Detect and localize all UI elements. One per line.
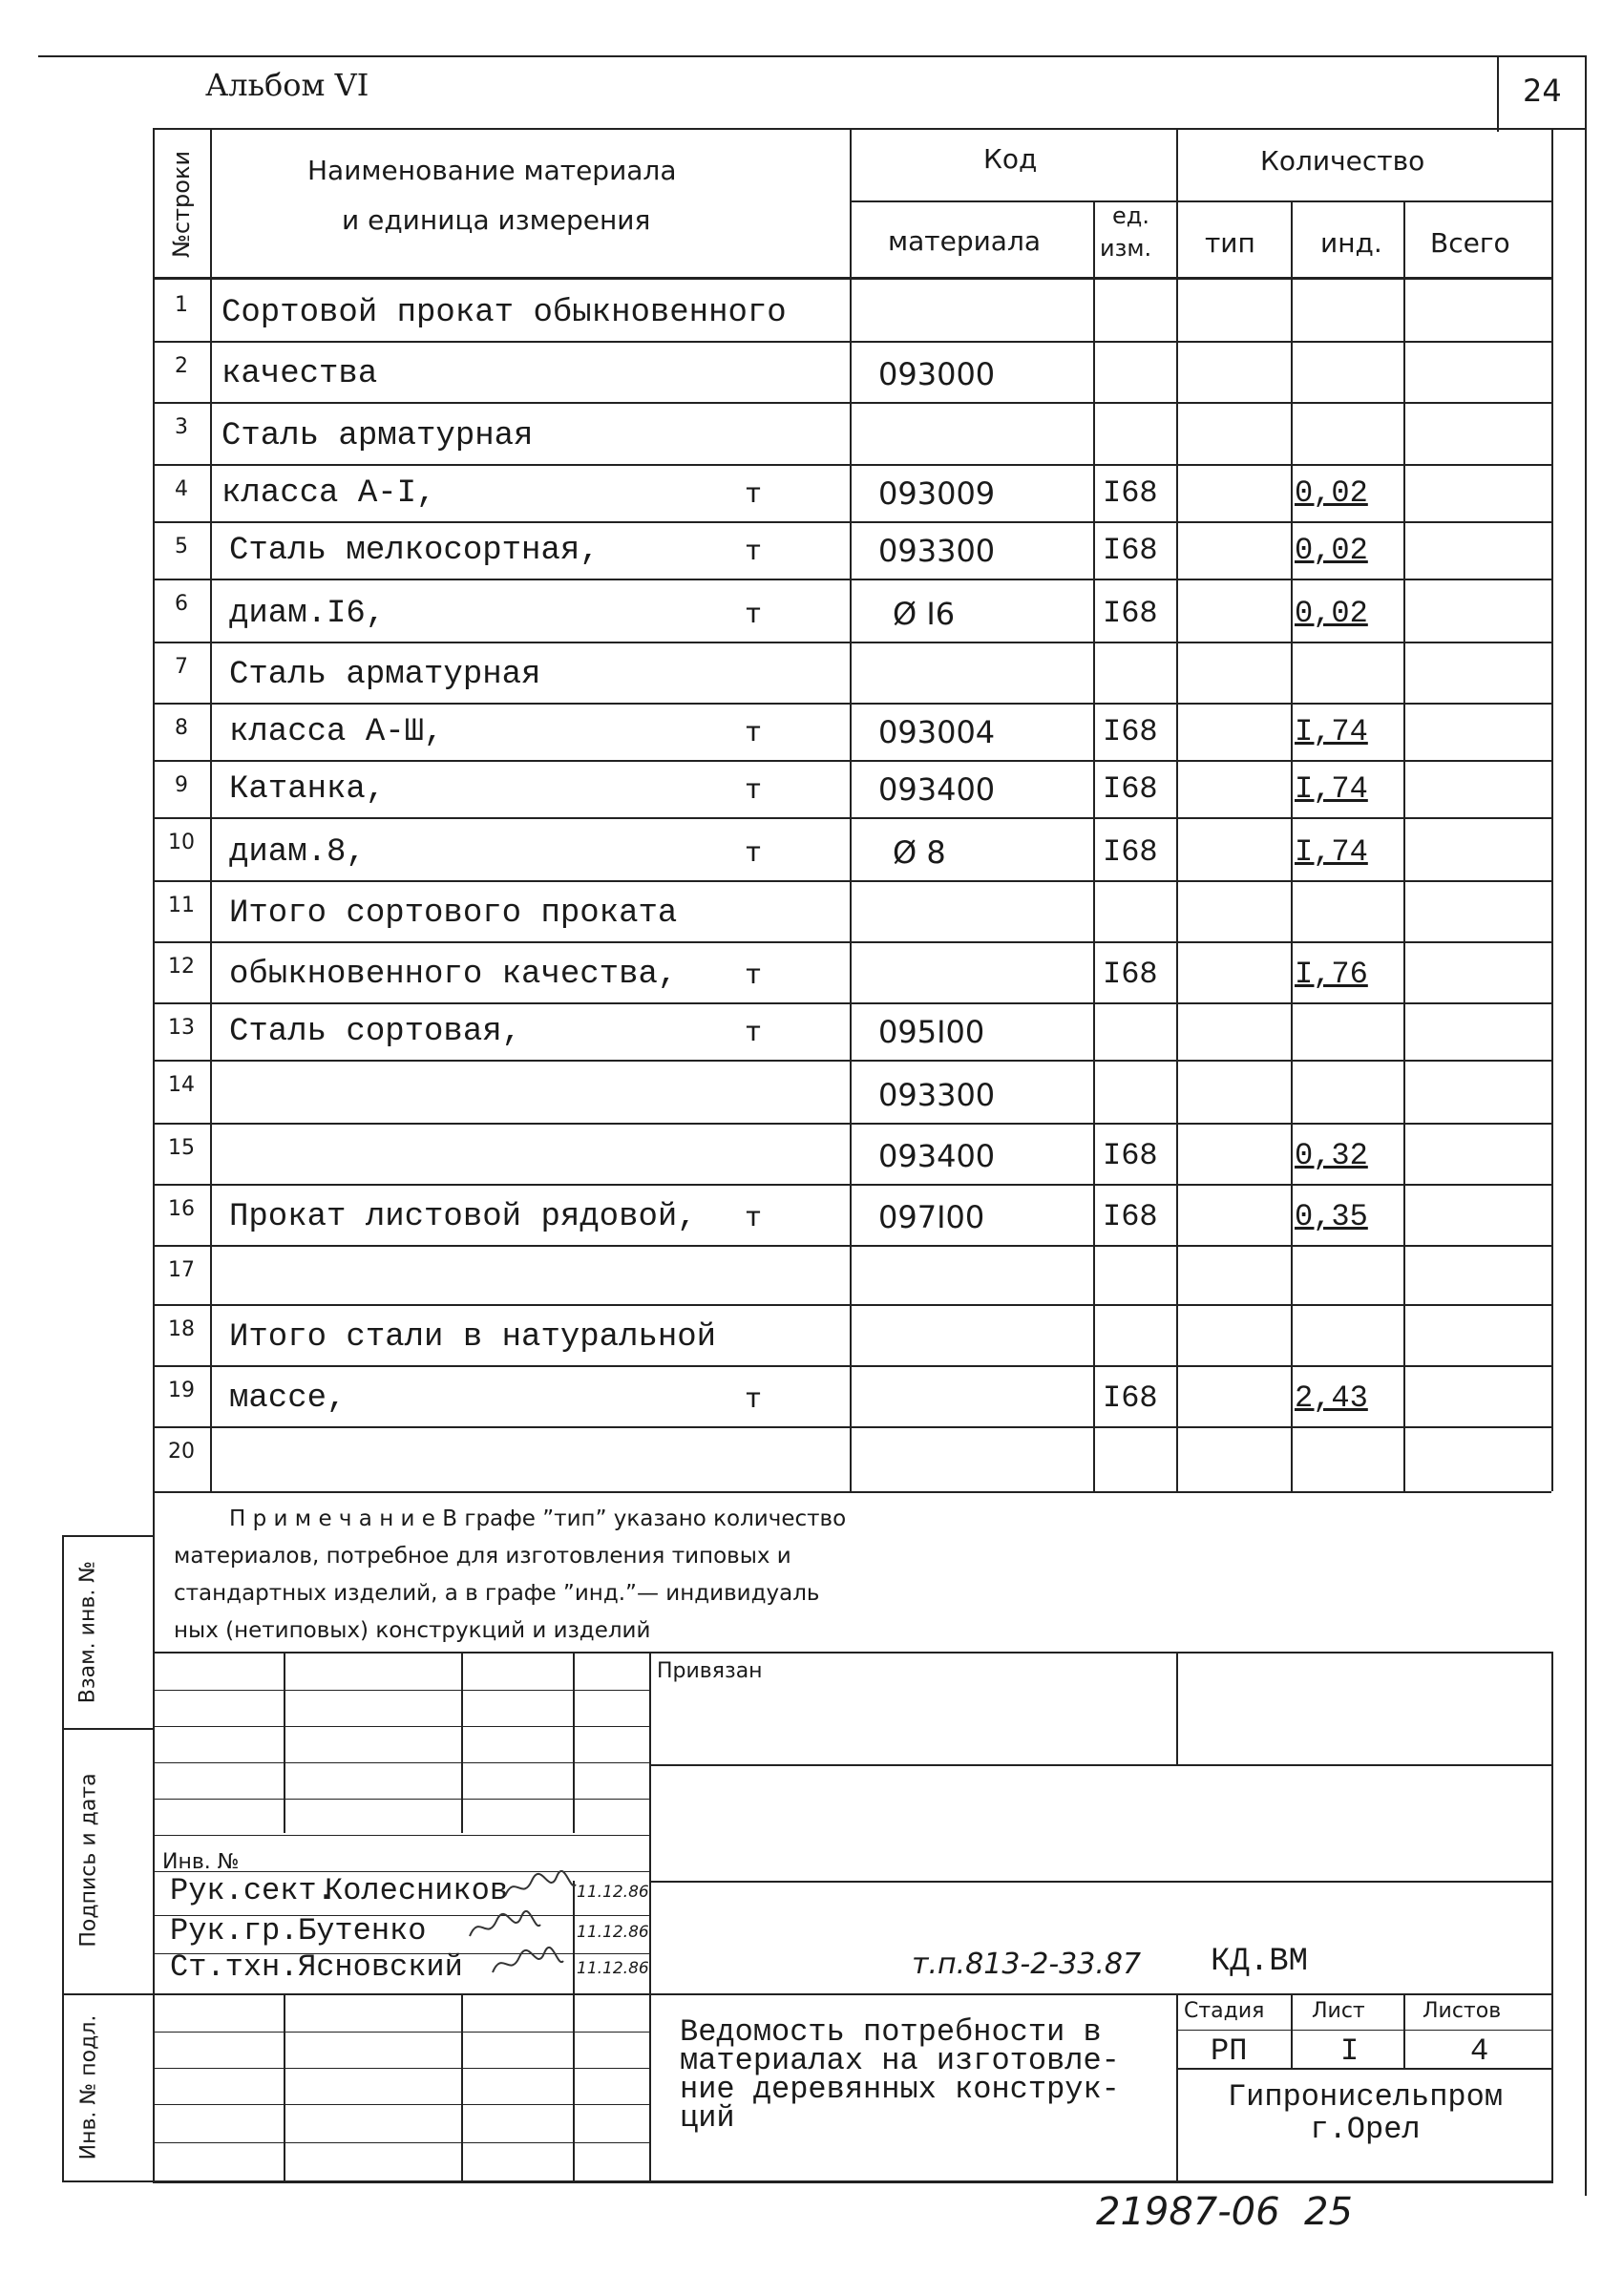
signer-name: Ясновский — [298, 1949, 463, 1985]
material-name: Сталь мелкосортная, — [229, 533, 600, 569]
row-number: 17 — [168, 1258, 195, 1282]
name-unit: т — [745, 600, 763, 632]
document-mark: КД.ВМ — [1211, 1944, 1309, 1980]
material-code: 095I00 — [878, 1014, 985, 1050]
organization-name — [1193, 2081, 1537, 2146]
material-code: Ø I6 — [893, 596, 956, 632]
material-code: 093400 — [878, 1138, 996, 1174]
name-unit: т — [745, 1384, 763, 1417]
material-name: диам.8, — [229, 834, 366, 871]
organization-line-1: Гипронисельпром — [1227, 2079, 1504, 2115]
material-code: 093009 — [878, 475, 996, 512]
note-line-1: П р и м е ч а н и е В графе ”тип” указано количество — [229, 1506, 847, 1531]
side-label-signature-date: Подпись и дата — [76, 1773, 101, 1948]
document-code: т.п.813-2-33.87 — [912, 1948, 1142, 1981]
document-title-line-2: материалах на изготовле- — [680, 2043, 1120, 2078]
side-label-original-inv: Инв. № подл. — [76, 2014, 101, 2160]
note-line-2: материалов, потребное для изготовления типовых и — [174, 1544, 791, 1569]
material-name: массе, — [229, 1380, 347, 1417]
stage-label: Стадия — [1184, 1999, 1265, 2023]
name-unit: т — [745, 775, 763, 808]
material-code: 093004 — [878, 714, 996, 750]
signature-icon — [501, 1867, 578, 1906]
material-code: 093300 — [878, 533, 996, 569]
row-number: 6 — [175, 592, 188, 616]
material-name: Сталь арматурная — [229, 657, 541, 693]
side-label-replacement-inv: Взам. инв. № — [75, 1560, 100, 1704]
material-name: Сталь сортовая, — [229, 1014, 522, 1050]
material-name: Прокат листовой рядовой, — [229, 1199, 697, 1235]
row-number: 3 — [175, 415, 188, 439]
material-code: 093300 — [878, 1077, 996, 1113]
note-line-4: ных (нетиповых) конструкций и изделий — [174, 1618, 651, 1643]
individual-qty: I,74 — [1295, 834, 1368, 870]
material-name: класса А-I, — [221, 475, 436, 512]
page-number: 24 — [1523, 73, 1562, 109]
material-name: диам.I6, — [229, 596, 386, 632]
signature-icon — [466, 1907, 542, 1946]
row-number: 16 — [168, 1197, 195, 1221]
ind-header: инд. — [1320, 227, 1382, 259]
individual-qty: I,74 — [1295, 714, 1368, 749]
individual-qty: 0,02 — [1295, 533, 1368, 568]
row-number: 8 — [175, 716, 188, 740]
row-number: 14 — [168, 1073, 195, 1097]
sheets-label: Листов — [1423, 1999, 1502, 2023]
code-header: Код — [983, 143, 1038, 175]
material-name: Сталь арматурная — [221, 418, 534, 454]
row-number: 7 — [175, 655, 188, 679]
individual-qty: 0,32 — [1295, 1138, 1368, 1173]
table-note — [174, 1501, 846, 1650]
note-line-3: стандартных изделий, а в графе ”инд.”— индивидуаль — [174, 1581, 820, 1606]
material-name: Сортовой прокат обыкновенного — [221, 295, 787, 331]
unit-code: I68 — [1103, 834, 1158, 870]
sheets-value: 4 — [1470, 2033, 1489, 2069]
row-number: 1 — [175, 293, 188, 317]
unit-code: I68 — [1103, 1380, 1158, 1416]
row-number: 15 — [168, 1136, 195, 1160]
unit-header-line1: ед. — [1112, 202, 1149, 229]
material-name: обыкновенного качества, — [229, 957, 678, 993]
individual-qty: I,76 — [1295, 957, 1368, 992]
document-title — [680, 2014, 1120, 2136]
individual-qty: I,74 — [1295, 771, 1368, 807]
row-number: 13 — [168, 1016, 195, 1040]
name-unit: т — [745, 537, 763, 569]
signer-date: 11.12.86 — [577, 1959, 649, 1978]
document-title-line-4: ций — [680, 2100, 735, 2136]
row-number: 12 — [168, 955, 195, 979]
material-name: Итого стали в натуральной — [229, 1319, 717, 1356]
total-header: Всего — [1430, 227, 1510, 259]
row-number: 2 — [175, 354, 188, 378]
individual-qty: 0,02 — [1295, 475, 1368, 511]
album-label: Альбом VI — [205, 67, 369, 103]
name-unit: т — [745, 838, 763, 871]
material-code: 097I00 — [878, 1199, 985, 1235]
attached-label: Привязан — [657, 1659, 763, 1683]
material-code-header: материала — [888, 225, 1042, 257]
document-title-line-1: Ведомость потребности в — [680, 2014, 1102, 2050]
row-number: 4 — [175, 477, 188, 501]
material-name: Итого сортового проката — [229, 895, 678, 932]
row-number: 11 — [168, 894, 195, 917]
material-code: Ø 8 — [893, 834, 946, 871]
unit-code: I68 — [1103, 1138, 1158, 1173]
material-name: Катанка, — [229, 771, 386, 808]
row-number: 19 — [168, 1379, 195, 1402]
sheet-value: I — [1340, 2033, 1360, 2069]
row-number: 10 — [168, 831, 195, 854]
signature-icon — [489, 1944, 565, 1982]
document-title-line-3: ние деревянных конструк- — [680, 2072, 1120, 2107]
signer-name: Бутенко — [298, 1913, 427, 1948]
signer-name: Колесников — [325, 1873, 509, 1908]
signer-role: Рук.сект. — [170, 1873, 335, 1908]
unit-code: I68 — [1103, 596, 1158, 631]
organization-line-2: г.Орел — [1310, 2112, 1421, 2147]
material-code: 093000 — [878, 356, 996, 392]
row-number: 5 — [175, 535, 188, 558]
inventory-number-label: Инв. № — [162, 1850, 240, 1874]
unit-header-line2: изм. — [1100, 235, 1152, 262]
signer-role: Рук.гр. — [170, 1913, 299, 1948]
individual-qty: 2,43 — [1295, 1380, 1368, 1416]
name-header-line2: и единица измерения — [342, 204, 651, 236]
material-name: качества — [221, 356, 378, 392]
individual-qty: 0,02 — [1295, 596, 1368, 631]
quantity-header: Количество — [1260, 145, 1425, 177]
name-unit: т — [745, 960, 763, 993]
unit-code: I68 — [1103, 771, 1158, 807]
row-number: 9 — [175, 773, 188, 797]
unit-code: I68 — [1103, 1199, 1158, 1234]
signer-date: 11.12.86 — [577, 1923, 649, 1942]
row-number: 18 — [168, 1317, 195, 1341]
unit-code: I68 — [1103, 957, 1158, 992]
name-unit: т — [745, 479, 763, 512]
name-unit: т — [745, 1018, 763, 1050]
individual-qty: 0,35 — [1295, 1199, 1368, 1234]
name-unit: т — [745, 1203, 763, 1235]
footer-number: 21987-06 25 — [1096, 2190, 1353, 2234]
type-header: тип — [1205, 227, 1255, 259]
sheet-label: Лист — [1312, 1999, 1365, 2023]
signer-date: 11.12.86 — [577, 1883, 649, 1902]
signer-role: Ст.тхн. — [170, 1949, 299, 1985]
stage-value: РП — [1211, 2033, 1248, 2069]
material-name: класса А-Ш, — [229, 714, 444, 750]
unit-code: I68 — [1103, 475, 1158, 511]
name-header-line1: Наименование материала — [307, 155, 677, 186]
unit-code: I68 — [1103, 533, 1158, 568]
row-number: 20 — [168, 1440, 195, 1464]
material-code: 093400 — [878, 771, 996, 808]
unit-code: I68 — [1103, 714, 1158, 749]
row-number-header: №строки — [168, 150, 195, 259]
name-unit: т — [745, 718, 763, 750]
